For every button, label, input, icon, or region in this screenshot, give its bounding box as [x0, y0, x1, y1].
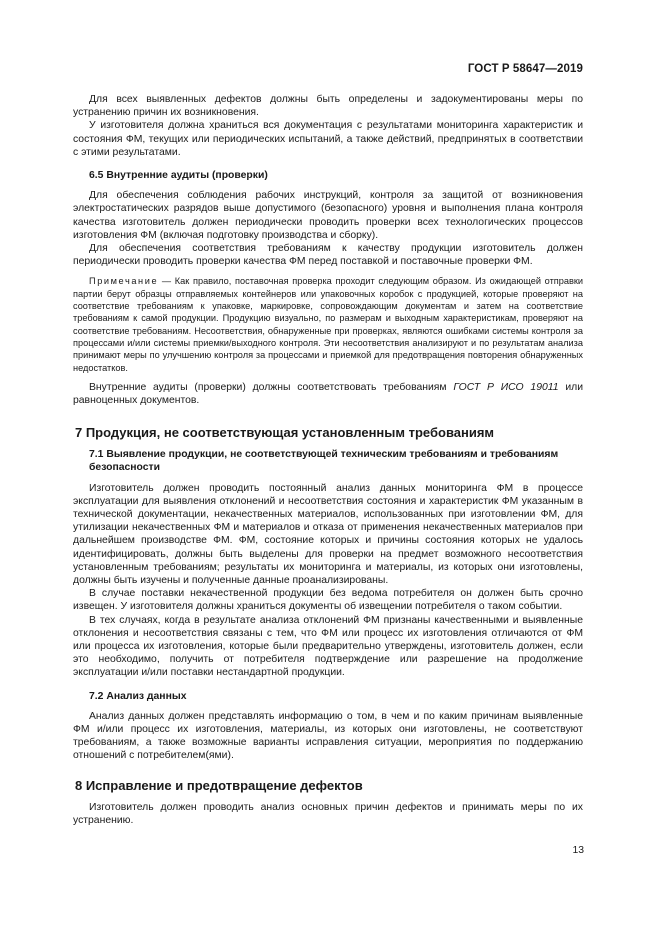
paragraph: Изготовитель должен проводить анализ основных причин дефектов и принимать меры по их устранению.: [73, 801, 583, 826]
paragraph: Для обеспечения соблюдения рабочих инструкций, контроля за защитой от возникновения электростатических разрядов выше допустимого (безопасного) уровня и выполнения плана контроля качества изготовитель должен периодически проводить проверки всех технологических процессов изготовления ФМ (включая подготовку производства и сборку).: [73, 190, 583, 241]
note-block: [73, 275, 583, 373]
section-7-heading: 7 Продукция, не соответствующая установленным требованиям: [75, 425, 495, 441]
section-7-2-heading: 7.2 Анализ данных: [89, 690, 187, 702]
paragraph: В случае поставки некачественной продукции без ведома потребителя он должен быть срочно извещен. У изготовителя должны храниться документы об извещении потребителя о таком событии.: [73, 588, 583, 613]
page-number: 13: [572, 845, 584, 856]
section-8-heading: 8 Исправление и предотвращение дефектов: [75, 777, 363, 793]
paragraph: Для обеспечения соответствия требованиям к качеству продукции изготовитель должен периодически проводить проверки качества ФМ перед поставкой и поставочные проверки ФМ.: [73, 243, 583, 268]
section-7-1-heading: 7.1 Выявление продукции, не соответствующей техническим требованиям и требованиям безопасности: [89, 449, 559, 474]
paragraph: [73, 381, 583, 407]
section-6-5-heading: 6.5 Внутренние аудиты (проверки): [89, 170, 268, 182]
paragraph: В тех случаях, когда в результате анализа отклонений ФМ признаны качественными и выявленные отклонения и несоответствия связаны с тем, что ФМ или процесс их изготовления отличаются от ФМ или процесса их изготовления, которые были предварительно утверждены, изготовитель должен, если это необходимо, получить от потребителя подтверждение или разрешение на продолжение эксплуатации и/или поставки нестандартной продукции.: [73, 614, 583, 679]
paragraph: Для всех выявленных дефектов должны быть определены и задокументированы меры по устранению причин их возникновения.: [73, 94, 583, 119]
note-text: — Как правило, поставочная проверка проходит следующим образом. Из ожидающей отправки партии берут образцы отправляемых контейнеров или упаковочных коробок с продукцией, которые проверяют на соответствие требованиям к упаковке, маркировке, сопровождающим документам и затем на соответствие требованиям к самой продукции. Продукцию визуально, по размерам и выходным характеристикам, проверяют на соответствие требованиям. Несоответствия, обнаруженные при проверках, являются ошибками системы контроля за процессами и/или системы приемки/выходного контроля. Эти несоответствия анализируют и по результатам анализа принимают меры по улучшению контроля за процессами и приемкой для предотвращения повторения обнаруженных недостатков.: [73, 276, 583, 373]
page-content: [73, 93, 583, 827]
document-code-header: ГОСТ Р 58647—2019: [467, 63, 583, 75]
note-label: Примечание: [89, 276, 159, 287]
audit-text-before: Внутренние аудиты (проверки) должны соответствовать требованиям: [89, 381, 454, 393]
paragraph: Изготовитель должен проводить постоянный анализ данных мониторинга ФМ в процессе эксплуатации для выявления отклонений и несоответствия состояния и характеристик ФМ указанным в технической документации, некачественных материалов, использованных при изготовлении ФМ, для утилизации некачественных ФМ и материалов и отказа от применения некачественных материалов при дальнейшем производстве ФМ. ФМ, состояние которых и причины состояния которых не удалось идентифицировать, должны быть выделены для проверки на предмет возможного несоответствия установленным требованиям; результаты их мониторинга и материалы, из которых они изготовлены, должны быть изучены и полученные данные проанализированы.: [73, 482, 583, 587]
paragraph: У изготовителя должна храниться вся документация с результатами мониторинга характеристик и состояния ФМ, текущих или периодических испытаний, а также действий, предпринятых в соответствии с этими результатами.: [73, 120, 583, 158]
paragraph: Анализ данных должен представлять информацию о том, в чем и по каким причинам выявленные ФМ и/или процесс их изготовления, материалы, из которых они изготовлены, не соответствуют требованиям, а также возможные варианты исправления ситуации, мероприятия по поддержанию отношений с потребителем(ями).: [73, 710, 583, 762]
standard-reference: ГОСТ Р ИСО 19011: [453, 381, 559, 393]
audit-text-after: или равноценных документов.: [73, 381, 583, 407]
